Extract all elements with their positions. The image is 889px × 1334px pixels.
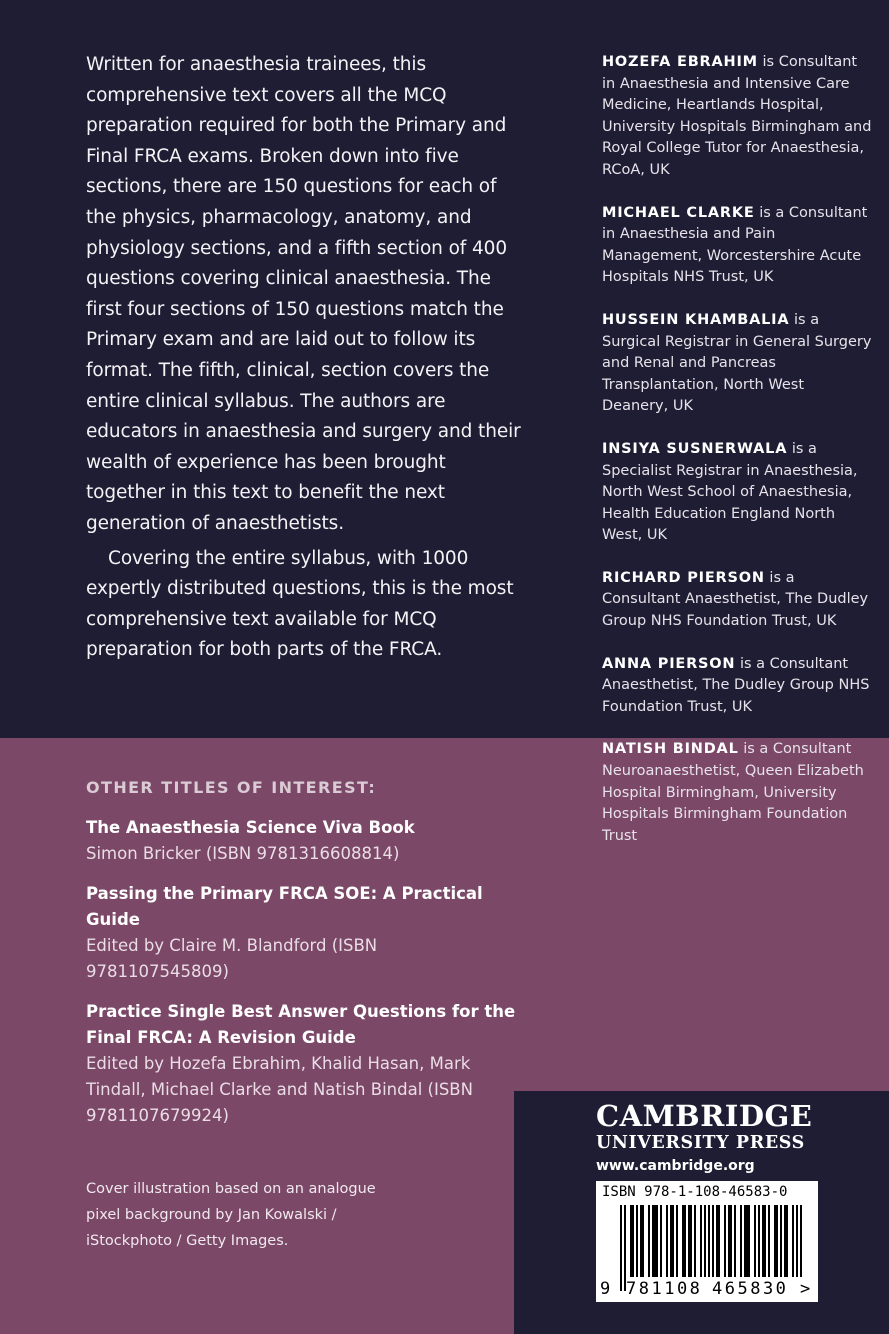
barcode-bar (632, 1205, 634, 1277)
barcode-bar (724, 1205, 726, 1277)
related-title-detail: Simon Bricker (ISBN 9781316608814) (86, 844, 400, 863)
barcode-bar (652, 1205, 654, 1277)
author-bios (602, 52, 872, 868)
barcode-bar (690, 1205, 692, 1277)
cover-credit: Cover illustration based on an analogue pixel background by Jan Kowalski / iStockphoto / Getty Images. (86, 1181, 376, 1249)
related-title-detail: Edited by Hozefa Ebrahim, Khalid Hasan, Mark Tindall, Michael Clarke and Natish Bindal (ISBN 9781107679924) (86, 1054, 473, 1125)
barcode-bar (718, 1205, 720, 1277)
barcode-bar (708, 1205, 710, 1277)
author-name: HOZEFA EBRAHIM (602, 54, 758, 70)
related-title (86, 999, 516, 1129)
barcode-bar (648, 1205, 650, 1277)
barcode-digit-group-1: 781108 (626, 1279, 703, 1299)
barcode-bar (672, 1205, 674, 1277)
barcode-bar (700, 1205, 702, 1277)
barcode-bar (670, 1205, 672, 1277)
other-titles-section (86, 778, 516, 1143)
author-description: is a Consultant in Anaesthesia and Pain Management, Worcestershire Acute Hospitals NHS Trust, UK (602, 204, 868, 286)
related-title-detail: Edited by Claire M. Blandford (ISBN 9781107545809) (86, 936, 378, 981)
barcode-bar (744, 1205, 746, 1277)
author-description: is a Consultant Anaesthetist, The Dudley Group NHS Foundation Trust, UK (602, 655, 870, 715)
author-bio (602, 654, 872, 719)
barcode-digit-group-2: 465830 (712, 1279, 789, 1299)
author-name: NATISH BINDAL (602, 741, 739, 758)
barcode-bar (654, 1205, 656, 1277)
barcode-bar (786, 1205, 788, 1277)
author-bio (602, 203, 872, 289)
book-description (86, 50, 526, 666)
related-title-name: Passing the Primary FRCA SOE: A Practical Guide (86, 884, 483, 929)
description-paragraph-2: Covering the entire syllabus, with 1000 expertly distributed questions, this is the most comprehensive text available for MCQ preparation for both parts of the FRCA. (86, 547, 514, 661)
barcode-bar (676, 1205, 678, 1277)
isbn-barcode (596, 1181, 818, 1302)
author-description: is a Consultant Anaesthetist, The Dudley Group NHS Foundation Trust, UK (602, 569, 869, 630)
barcode-bar (800, 1205, 802, 1277)
barcode-bar (762, 1205, 764, 1277)
barcode-bar (688, 1205, 690, 1277)
barcode-bar (682, 1205, 684, 1277)
barcode-bar (758, 1205, 760, 1277)
author-name: MICHAEL CLARKE (602, 204, 755, 221)
barcode-bar (774, 1205, 776, 1277)
barcode-bar (656, 1205, 658, 1277)
barcode-bar (740, 1205, 742, 1277)
publisher-url: www.cambridge.org (596, 1158, 755, 1174)
barcode-bar (746, 1205, 748, 1277)
author-description: is Consultant in Anaesthesia and Intensive Care Medicine, Heartlands Hospital, University Hospitals Birmingham and Royal College Tutor for Anaesthesia, RCoA, UK (602, 54, 872, 178)
barcode-bar (712, 1205, 714, 1277)
related-title-name: The Anaesthesia Science Viva Book (86, 818, 415, 837)
barcode-bar (796, 1205, 798, 1277)
barcode-bar (666, 1205, 668, 1277)
barcode-bar (748, 1205, 750, 1277)
author-name: HUSSEIN KHAMBALIA (602, 311, 790, 328)
author-name: INSIYA SUSNERWALA (602, 440, 788, 457)
author-bio (602, 310, 872, 418)
barcode-bar (792, 1205, 794, 1277)
publisher-logo-name: CAMBRIDGE (596, 1099, 813, 1133)
description-paragraph-1: Written for anaesthesia trainees, this comprehensive text covers all the MCQ preparation required for both the Primary and Final FRCA exams. Broken down into five sections, there are 150 questions for each of the physics, pharmacology, anatomy, and physiology sections, and a fifth section of 400 questions covering clinical anaesthesia. The first four sections of 150 questions match the Primary exam and are laid out to follow its format. The fifth, clinical, section covers the entire clinical syllabus. The authors are educators in anaesthesia and surgery and their wealth of experience has been brought together in this text to benefit the next generation of anaesthetists. (86, 54, 521, 534)
related-title (86, 815, 516, 867)
barcode-bar (734, 1205, 736, 1277)
author-bio (602, 568, 872, 633)
barcode-bar (730, 1205, 732, 1277)
barcode-bar (660, 1205, 662, 1277)
barcode-bar (630, 1205, 632, 1277)
barcode-bar (636, 1205, 638, 1277)
barcode-bar (642, 1205, 644, 1277)
barcode-bar (684, 1205, 686, 1277)
author-name: ANNA PIERSON (602, 655, 736, 672)
author-name: RICHARD PIERSON (602, 569, 765, 586)
author-description: is a Consultant Neuroanaesthetist, Queen Elizabeth Hospital Birmingham, University Hospitals Birmingham Foundation Trust (602, 741, 864, 844)
other-titles-heading: OTHER TITLES OF INTEREST: (86, 778, 377, 797)
barcode-bar (784, 1205, 786, 1277)
barcode-end-mark: > (800, 1279, 811, 1299)
related-title (86, 881, 516, 985)
barcode-bar (728, 1205, 730, 1277)
barcode-bar (768, 1205, 770, 1277)
isbn-label: ISBN 978-1-108-46583-0 (602, 1184, 788, 1200)
barcode-bar (704, 1205, 706, 1277)
barcode-bar (780, 1205, 782, 1277)
author-description: is a Surgical Registrar in General Surgery and Renal and Pancreas Transplantation, North West Deanery, UK (602, 311, 872, 415)
related-title-name: Practice Single Best Answer Questions for the Final FRCA: A Revision Guide (86, 1002, 516, 1047)
barcode-bar (716, 1205, 718, 1277)
barcode-bar (764, 1205, 766, 1277)
author-bio (602, 52, 872, 182)
barcode-bar (620, 1205, 622, 1291)
barcode-bar (640, 1205, 642, 1277)
barcode-bar (694, 1205, 696, 1277)
author-bio (602, 439, 872, 547)
publisher-logo-subname: UNIVERSITY PRESS (596, 1133, 805, 1153)
barcode-bar (776, 1205, 778, 1277)
author-description: is a Specialist Registrar in Anaesthesia, North West School of Anaesthesia, Health Education England North West, UK (602, 440, 858, 544)
barcode-digit-first: 9 (600, 1279, 611, 1299)
author-bio (602, 739, 872, 847)
barcode-bar (754, 1205, 756, 1277)
